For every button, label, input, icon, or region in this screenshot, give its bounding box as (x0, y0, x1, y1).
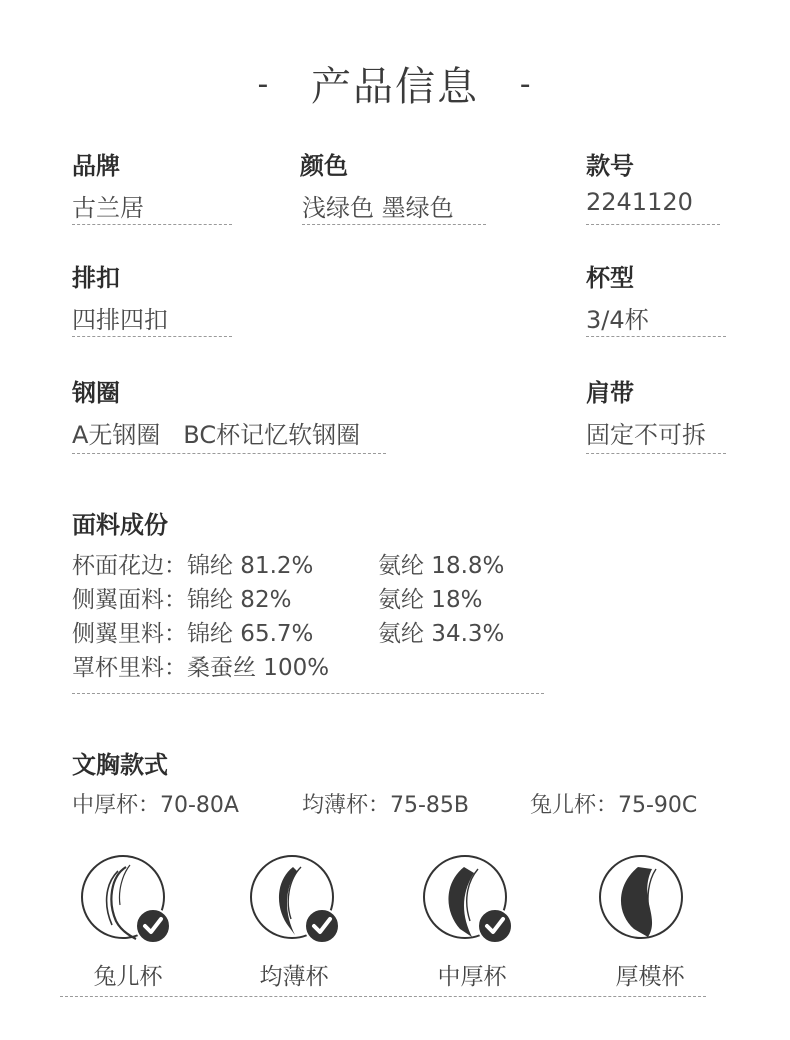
composition-underline (72, 693, 544, 694)
composition-row-3-part: 侧翼里料：锦纶 65.7% (72, 621, 314, 647)
cup-type-underline (586, 336, 726, 337)
title-text: 产品信息 (311, 64, 479, 110)
brand-label: 品牌 (72, 152, 120, 180)
bra-style-label: 文胸款式 (72, 751, 168, 779)
bunny-cup-icon (80, 855, 170, 945)
closure-underline (72, 336, 232, 337)
strap-underline (586, 453, 726, 454)
size-bunny-cup: 兔儿杯：75-90C (530, 793, 698, 818)
bunny-cup-label: 兔儿杯 (93, 964, 163, 990)
brand-value: 古兰居 (72, 194, 144, 222)
color-label: 颜色 (300, 152, 348, 180)
color-value: 浅绿色 墨绿色 (302, 194, 454, 222)
cup-type-label: 杯型 (586, 264, 634, 292)
thin-cup-icon (249, 855, 339, 945)
wire-value: A无钢圈 BC杯记忆软钢圈 (72, 421, 361, 449)
medium-thick-cup-label: 中厚杯 (437, 964, 507, 990)
size-thin-cup: 均薄杯：75-85B (302, 793, 470, 818)
size-thick-cup: 中厚杯：70-80A (72, 793, 239, 818)
composition-row-4-part: 罩杯里料：桑蚕丝 100% (72, 655, 330, 681)
closure-value: 四排四扣 (72, 306, 168, 334)
strap-value: 固定不可拆 (586, 421, 706, 449)
closure-label: 排扣 (72, 264, 120, 292)
model-label: 款号 (586, 152, 634, 180)
thick-mold-cup-label: 厚模杯 (615, 964, 685, 990)
medium-thick-cup-icon (422, 855, 512, 945)
title-dash-left: - (257, 67, 271, 102)
model-value: 2241120 (586, 188, 693, 216)
page-title (0, 55, 790, 112)
check-icon (478, 909, 512, 943)
wire-underline (72, 453, 386, 454)
thin-cup-label: 均薄杯 (259, 964, 329, 990)
composition-row-1-spandex: 氨纶 18.8% (378, 553, 505, 579)
composition-row-2-spandex: 氨纶 18% (378, 587, 483, 613)
thick-mold-cup-icon (598, 855, 688, 945)
composition-row-2-part: 侧翼面料：锦纶 82% (72, 587, 292, 613)
color-underline (302, 224, 486, 225)
title-dash-right: - (519, 67, 533, 102)
model-underline (586, 224, 720, 225)
composition-row-1-part: 杯面花边：锦纶 81.2% (72, 553, 314, 579)
cup-type-value: 3/4杯 (586, 306, 649, 334)
strap-label: 肩带 (586, 379, 634, 407)
composition-label: 面料成份 (72, 511, 168, 539)
wire-label: 钢圈 (72, 379, 120, 407)
composition-row-3-spandex: 氨纶 34.3% (378, 621, 505, 647)
check-icon (305, 909, 339, 943)
check-icon (136, 909, 170, 943)
brand-underline (72, 224, 232, 225)
cups-underline (60, 996, 706, 997)
